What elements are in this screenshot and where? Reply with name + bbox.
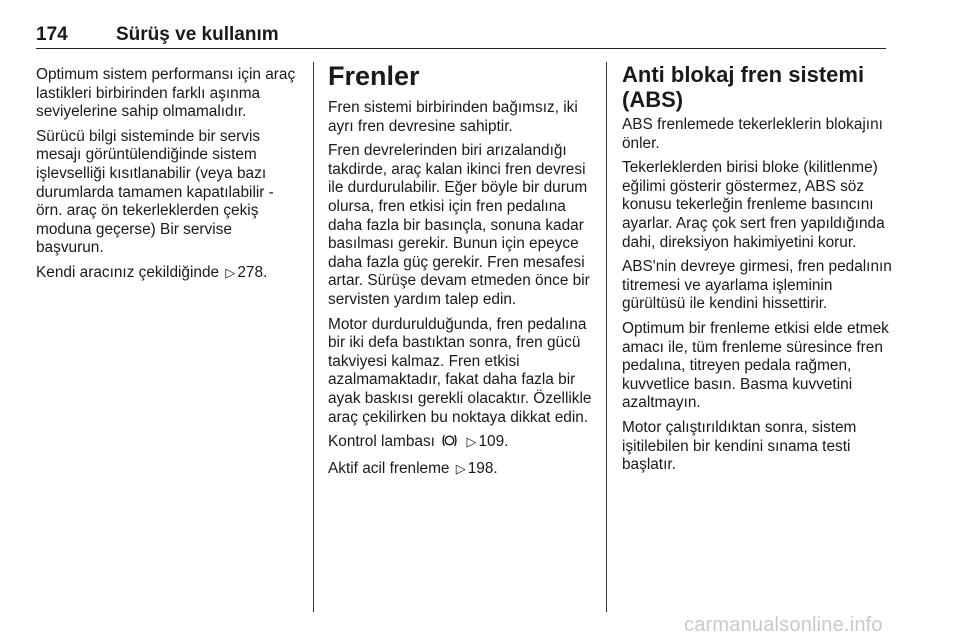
paragraph: Fren devrelerinden biri arızalandığı takdirde, araç kalan ikinci fren devresi ile durdurulabilir. Eğer böyle bir durum olursa, fren etkisi için fren pedalına daha fazla bir basınçla, sonuna kadar basılması gerekir. Bunun için epeyce daha fazla güç gerekir. Fren mesafesi artar. Sürüşe devam etmeden önce bir servisten yardım talep edin.	[328, 142, 590, 308]
paragraph: ABS frenlemede tekerleklerin blokajını önler.	[622, 116, 883, 152]
brake-warning-lamp-icon	[441, 433, 458, 454]
paragraph: Optimum sistem performansı için araç lastikleri birbirinden farklı aşınma seviyelerine sahip olmamalıdır.	[36, 66, 296, 121]
page-number: 174	[36, 24, 68, 45]
column-divider	[606, 62, 607, 612]
paragraph: Motor çalıştırıldıktan sonra, sistem işitilebilen bir kendini sınama testi başlatır.	[622, 418, 857, 474]
section-title: Sürüş ve kullanım	[116, 24, 279, 45]
page-reference-link[interactable]: 278.	[237, 263, 268, 281]
paragraph: Tekerleklerden birisi bloke (kilitlenme) eğilimi gösterir göstermez, ABS söz konusu tekerleğin frenleme basıncını ayarlar. Araç çok sert fren yapıldığında dahi, direksiyon hakimiyetini korur.	[622, 159, 885, 251]
paragraph: Fren sistemi birbirinden bağımsız, iki ayrı fren devresine sahiptir.	[328, 99, 578, 135]
paragraph: Optimum bir frenleme etkisi elde etmek amacı ile, tüm frenleme süresince fren pedalına, titreyen pedala rağmen, kuvvetlice basın. Basma kuvvetini azaltmayın.	[622, 319, 889, 412]
paragraph-with-reference	[36, 264, 298, 283]
watermark: carmanualsonline.info	[684, 614, 883, 636]
paragraph-text: Aktif acil frenleme	[328, 459, 450, 477]
page-header	[36, 22, 886, 49]
paragraph: Motor durdurulduğunda, fren pedalına bir iki defa bastıktan sonra, fren gücü takviyesi kalmaz. Fren etkisi azalmamaktadır, fakat daha fazla bir ayak baskısı gerekli olacaktır. Özellikle araç çekilirken bu noktaya dikkat edin.	[328, 315, 592, 426]
page-reference-arrow-icon: ▷	[455, 460, 466, 476]
column-divider	[313, 62, 314, 612]
column-right	[622, 62, 892, 481]
paragraph: Sürücü bilgi sisteminde bir servis mesajı görüntülendiğinde sistem işlevselliği kısıtlanabilir (veya bazı durumlarda tamamen kapatılabilir - örn. araç ön tekerleklerden çekiş moduna geçerse) Bir servise başvurun.	[36, 127, 274, 257]
paragraph-with-reference	[328, 460, 596, 479]
heading-abs: Anti blokaj fren sistemi (ABS)	[622, 62, 865, 112]
page-reference-link[interactable]: 198.	[467, 459, 498, 477]
paragraph-with-reference	[328, 433, 596, 454]
column-middle	[328, 62, 596, 484]
page-reference-link[interactable]: 109.	[478, 433, 509, 451]
column-left	[36, 66, 298, 289]
heading-brakes: Frenler	[328, 61, 420, 91]
page-reference-arrow-icon: ▷	[225, 264, 236, 280]
paragraph: ABS'nin devreye girmesi, fren pedalının titremesi ve ayarlama işleminin gürültüsü ile kendini hissettirir.	[622, 258, 892, 313]
paragraph-text: Kontrol lambası	[328, 433, 435, 451]
paragraph-text: Kendi aracınız çekildiğinde	[36, 263, 220, 281]
page-reference-arrow-icon: ▷	[466, 434, 477, 450]
